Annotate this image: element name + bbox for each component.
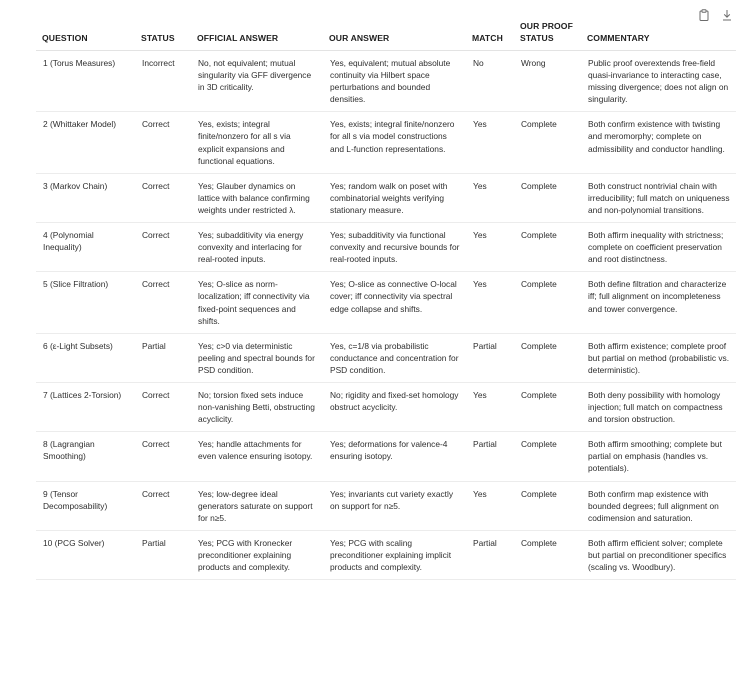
cell-commentary: Both affirm smoothing; complete but partial on emphasis (handles vs. potentials).: [581, 432, 736, 481]
cell-official-answer: No, not equivalent; mutual singularity via GFF divergence in 3D criticality.: [191, 51, 323, 112]
header-status: STATUS: [135, 6, 191, 51]
table-row: [36, 432, 736, 481]
cell-proof-status: Complete: [514, 173, 581, 222]
header-question: QUESTION: [36, 6, 135, 51]
cell-match: Yes: [466, 223, 514, 272]
cell-official-answer: Yes; c>0 via deterministic peeling and spectral bounds for PSD condition.: [191, 333, 323, 382]
header-our-proof-status: OUR PROOF STATUS: [514, 6, 581, 51]
table-body: [36, 51, 736, 580]
cell-proof-status: Complete: [514, 530, 581, 579]
cell-our-answer: Yes, c=1/8 via probabilistic conductance and concentration for PSD condition.: [323, 333, 466, 382]
table-row: [36, 272, 736, 333]
cell-proof-status: Complete: [514, 333, 581, 382]
cell-status: Correct: [135, 223, 191, 272]
cell-official-answer: Yes; Glauber dynamics on lattice with balance confirming weights under restricted λ.: [191, 173, 323, 222]
cell-our-answer: Yes, exists; integral finite/nonzero for all s via model constructions and L-function representations.: [323, 112, 466, 173]
cell-match: Yes: [466, 112, 514, 173]
cell-match: Yes: [466, 382, 514, 431]
cell-official-answer: Yes, exists; integral finite/nonzero for all s via explicit expansions and functional equations.: [191, 112, 323, 173]
cell-question: 3 (Markov Chain): [36, 173, 135, 222]
cell-match: Partial: [466, 333, 514, 382]
cell-our-answer: Yes; invariants cut variety exactly on support for n≥5.: [323, 481, 466, 530]
cell-match: Partial: [466, 530, 514, 579]
cell-proof-status: Complete: [514, 112, 581, 173]
cell-status: Correct: [135, 272, 191, 333]
header-our-answer: OUR ANSWER: [323, 6, 466, 51]
cell-status: Correct: [135, 432, 191, 481]
cell-official-answer: Yes; low-degree ideal generators saturate on support for n≥5.: [191, 481, 323, 530]
cell-our-answer: Yes; PCG with scaling preconditioner explaining implicit products and complexity.: [323, 530, 466, 579]
table-row: [36, 382, 736, 431]
cell-question: 2 (Whittaker Model): [36, 112, 135, 173]
table-row: [36, 173, 736, 222]
cell-commentary: Both affirm existence; complete proof but partial on method (probabilistic vs. deterministic).: [581, 333, 736, 382]
table-row: [36, 530, 736, 579]
header-commentary: COMMENTARY: [581, 6, 736, 51]
cell-match: Yes: [466, 173, 514, 222]
cell-status: Correct: [135, 382, 191, 431]
cell-official-answer: Yes; PCG with Kronecker preconditioner explaining products and complexity.: [191, 530, 323, 579]
cell-match: Yes: [466, 481, 514, 530]
cell-question: 1 (Torus Measures): [36, 51, 135, 112]
cell-status: Correct: [135, 173, 191, 222]
cell-commentary: Both define filtration and characterize iff; full alignment on incompleteness and tower convergence.: [581, 272, 736, 333]
cell-status: Correct: [135, 112, 191, 173]
cell-match: Yes: [466, 272, 514, 333]
cell-proof-status: Wrong: [514, 51, 581, 112]
table-row: [36, 481, 736, 530]
cell-question: 5 (Slice Filtration): [36, 272, 135, 333]
header-row: [36, 6, 736, 51]
header-official-answer: OFFICIAL ANSWER: [191, 6, 323, 51]
header-match: MATCH: [466, 6, 514, 51]
cell-match: Partial: [466, 432, 514, 481]
cell-commentary: Public proof overextends free-field quasi-invariance to interacting case, missing divergence; does not align on singularity.: [581, 51, 736, 112]
cell-official-answer: No; torsion fixed sets induce non-vanishing Betti, obstructing acyclicity.: [191, 382, 323, 431]
cell-status: Correct: [135, 481, 191, 530]
cell-status: Partial: [135, 530, 191, 579]
cell-status: Incorrect: [135, 51, 191, 112]
cell-official-answer: Yes; O-slice as norm-localization; iff connectivity via fixed-point sequences and shifts.: [191, 272, 323, 333]
cell-question: 7 (Lattices 2-Torsion): [36, 382, 135, 431]
cell-our-answer: Yes; O-slice as connective O-local cover; iff connectivity via spectral edge collapse and shifts.: [323, 272, 466, 333]
cell-question: 4 (Polynomial Inequality): [36, 223, 135, 272]
results-table: [36, 6, 736, 580]
table-row: [36, 333, 736, 382]
cell-official-answer: Yes; handle attachments for even valence ensuring isotopy.: [191, 432, 323, 481]
cell-our-answer: Yes; subadditivity via functional convexity and recursive bounds for real-rooted inputs.: [323, 223, 466, 272]
cell-our-answer: Yes; random walk on poset with combinatorial weights verifying stationary measure.: [323, 173, 466, 222]
cell-question: 10 (PCG Solver): [36, 530, 135, 579]
cell-proof-status: Complete: [514, 481, 581, 530]
cell-commentary: Both affirm efficient solver; complete but partial on preconditioner specifics (scaling vs. Woodbury).: [581, 530, 736, 579]
cell-our-answer: Yes; deformations for valence-4 ensuring isotopy.: [323, 432, 466, 481]
cell-question: 8 (Lagrangian Smoothing): [36, 432, 135, 481]
cell-question: 6 (ε-Light Subsets): [36, 333, 135, 382]
cell-official-answer: Yes; subadditivity via energy convexity and interlacing for real-rooted inputs.: [191, 223, 323, 272]
cell-commentary: Both affirm inequality with strictness; complete on coefficient preservation and root distinctness.: [581, 223, 736, 272]
table-row: [36, 112, 736, 173]
cell-proof-status: Complete: [514, 382, 581, 431]
cell-our-answer: No; rigidity and fixed-set homology obstruct acyclicity.: [323, 382, 466, 431]
table-row: [36, 223, 736, 272]
cell-commentary: Both construct nontrivial chain with irreducibility; full match on uniqueness and non-polynomial transitions.: [581, 173, 736, 222]
cell-proof-status: Complete: [514, 223, 581, 272]
table-header: [36, 6, 736, 51]
cell-status: Partial: [135, 333, 191, 382]
cell-commentary: Both confirm map existence with bounded degrees; full alignment on codimension and saturation.: [581, 481, 736, 530]
cell-proof-status: Complete: [514, 432, 581, 481]
cell-commentary: Both confirm existence with twisting and meromorphy; complete on admissibility and conductor handling.: [581, 112, 736, 173]
cell-commentary: Both deny possibility with homology injection; full match on compactness and torsion obstruction.: [581, 382, 736, 431]
cell-match: No: [466, 51, 514, 112]
cell-our-answer: Yes, equivalent; mutual absolute continuity via Hilbert space perturbations and bounded densities.: [323, 51, 466, 112]
cell-proof-status: Complete: [514, 272, 581, 333]
cell-question: 9 (Tensor Decomposability): [36, 481, 135, 530]
table-row: [36, 51, 736, 112]
